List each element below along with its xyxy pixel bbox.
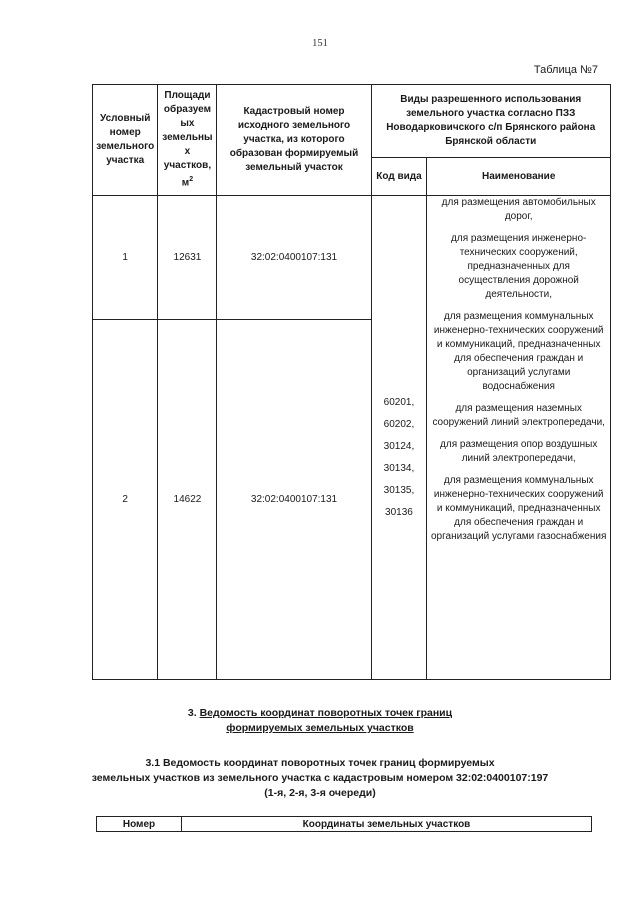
section3-heading (0, 706, 640, 736)
header-permitted-use: Виды разрешенного использования земельного участка согласно ПЗЗ Новодарковичского с/п Брянского района Брянской области (371, 85, 611, 158)
header-name: Наименование (427, 158, 611, 196)
section3-line2: формируемых земельных участков (226, 722, 414, 734)
section31-heading (0, 756, 640, 801)
use-item: для размещения опор воздушных линий электропередачи, (440, 439, 598, 464)
row2-number: 2 (93, 320, 158, 680)
row1-cadastral: 32:02:0400107:131 (217, 196, 371, 320)
code-item: 60202, (383, 418, 415, 430)
section31-line2: земельных участков из земельного участка с кадастровым номером 32:02:0400107:197 (91, 772, 549, 784)
use-item: для размещения автомобильных дорог, (441, 197, 596, 222)
use-item: для размещения инженерно-технических сооружений, предназначенных для осуществления дорожной деятельности, (451, 233, 587, 300)
section31-line3: (1-я, 2-я, 3-я очереди) (264, 787, 376, 799)
header-code: Код вида (371, 158, 427, 196)
header-cadastral: Кадастровый номер исходного земельного участка, из которого образован формируемый земельный участок (217, 85, 371, 196)
coords-header-coordinates: Координаты земельных участков (182, 817, 592, 832)
code-item: 30135, (383, 484, 415, 496)
header-area-unit: $м^2$ (181, 176, 194, 189)
header-area (158, 85, 217, 196)
header-plot-number: Условный номер земельного участка (93, 85, 158, 196)
header-area-line4: х участков, (163, 146, 212, 172)
section3-line1: 3. Ведомость координат поворотных точек границ (187, 707, 453, 719)
uses-cell (427, 196, 611, 680)
row2-area: 14622 (158, 320, 217, 680)
use-item: для размещения наземных сооружений линий электропередачи, (432, 403, 605, 428)
land-use-table (92, 84, 611, 680)
header-area-line1: Площади образуем (163, 90, 211, 116)
coordinates-table (96, 816, 592, 832)
section31-line1: 3.1 Ведомость координат поворотных точек границ формируемых (145, 757, 495, 769)
row2-cadastral: 32:02:0400107:131 (217, 320, 371, 680)
codes-cell (371, 196, 427, 680)
section3-line1-text: Ведомость координат поворотных точек границ (199, 707, 453, 719)
use-item: для размещения коммунальных инженерно-технических сооружений и коммуникаций, предназначенных для обеспечения граждан и организаций услугами водоснабжения (433, 311, 604, 392)
header-area-line2: ых (180, 118, 195, 130)
code-item: 30134, (383, 462, 415, 474)
row1-number: 1 (93, 196, 158, 320)
code-item: 30124, (383, 440, 415, 452)
row1-area: 12631 (158, 196, 217, 320)
table-caption: Таблица №7 (533, 64, 598, 76)
code-item: 60201, (383, 396, 415, 408)
coords-header-number: Номер (97, 817, 182, 832)
page-number: 151 (312, 38, 328, 49)
code-item: 30136 (385, 506, 413, 518)
use-item: для размещения коммунальных инженерно-технических сооружений и коммуникаций, предназначенных для обеспечения граждан и организаций услугами газоснабжения (431, 475, 607, 542)
header-area-line3: земельны (162, 132, 213, 144)
